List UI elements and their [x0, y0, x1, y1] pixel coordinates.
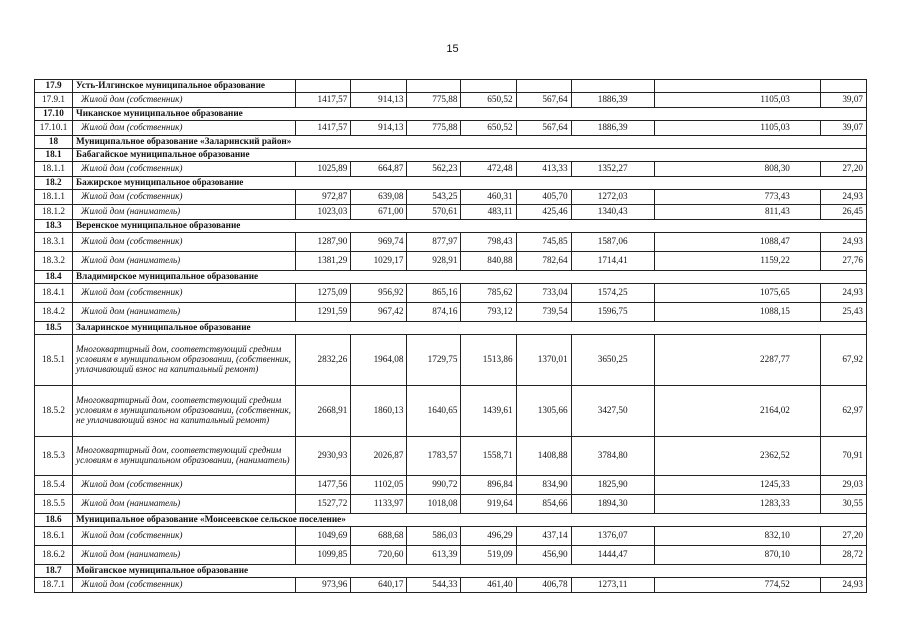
empty-cell — [407, 271, 461, 284]
value-cell-2: 640,17 — [351, 578, 407, 593]
empty-cell — [351, 136, 407, 149]
value-cell-7: 1105,03 — [654, 121, 820, 136]
value-cell-3: 544,33 — [407, 578, 461, 593]
value-cell-7: 808,30 — [654, 162, 820, 177]
row-number: 18.3.2 — [35, 252, 73, 271]
empty-cell — [461, 514, 516, 527]
section-row — [35, 177, 867, 190]
value-cell-2: 671,00 — [351, 205, 407, 220]
value-cell-3: 928,91 — [407, 252, 461, 271]
empty-cell — [296, 271, 351, 284]
table-row — [35, 495, 867, 514]
row-description: Жилой дом (собственник) — [73, 284, 296, 303]
value-cell-7: 1245,33 — [654, 476, 820, 495]
value-cell-6: 1574,25 — [571, 284, 654, 303]
value-cell-1: 1527,72 — [296, 495, 351, 514]
row-description: Жилой дом (собственник) — [73, 190, 296, 205]
empty-cell — [407, 149, 461, 162]
value-cell-2: 664,87 — [351, 162, 407, 177]
value-cell-8: 70,91 — [820, 437, 866, 476]
value-cell-7: 2164,02 — [654, 386, 820, 437]
empty-cell — [571, 514, 654, 527]
section-number: 18.5 — [35, 322, 73, 335]
empty-cell — [820, 177, 866, 190]
table-row — [35, 162, 867, 177]
empty-cell — [351, 80, 407, 93]
empty-cell — [407, 565, 461, 578]
row-number: 18.5.4 — [35, 476, 73, 495]
value-cell-2: 1964,08 — [351, 335, 407, 386]
row-number: 18.1.1 — [35, 162, 73, 177]
row-number: 18.1.2 — [35, 205, 73, 220]
value-cell-6: 1587,06 — [571, 233, 654, 252]
empty-cell — [571, 136, 654, 149]
section-row — [35, 271, 867, 284]
value-cell-1: 2668,91 — [296, 386, 351, 437]
empty-cell — [351, 220, 407, 233]
empty-cell — [351, 322, 407, 335]
empty-cell — [296, 220, 351, 233]
value-cell-5: 456,90 — [516, 546, 571, 565]
value-cell-6: 1272,03 — [571, 190, 654, 205]
value-cell-8: 62,97 — [820, 386, 866, 437]
empty-cell — [820, 514, 866, 527]
value-cell-4: 483,11 — [461, 205, 516, 220]
empty-cell — [461, 108, 516, 121]
empty-cell — [516, 136, 571, 149]
value-cell-4: 519,09 — [461, 546, 516, 565]
empty-cell — [516, 80, 571, 93]
page-number: 15 — [446, 43, 459, 55]
value-cell-3: 775,88 — [407, 93, 461, 108]
section-title: Владимирское муниципальное образование — [73, 271, 296, 284]
empty-cell — [654, 80, 820, 93]
empty-cell — [820, 149, 866, 162]
empty-cell — [654, 177, 820, 190]
value-cell-5: 1370,01 — [516, 335, 571, 386]
empty-cell — [571, 565, 654, 578]
row-number: 17.10.1 — [35, 121, 73, 136]
value-cell-1: 972,87 — [296, 190, 351, 205]
empty-cell — [351, 565, 407, 578]
value-cell-3: 562,23 — [407, 162, 461, 177]
value-cell-5: 567,64 — [516, 121, 571, 136]
empty-cell — [516, 565, 571, 578]
section-row — [35, 220, 867, 233]
value-cell-8: 30,55 — [820, 495, 866, 514]
value-cell-6: 1825,90 — [571, 476, 654, 495]
row-description: Жилой дом (собственник) — [73, 162, 296, 177]
row-description: Многоквартирный дом, соответствующий средним условиям в муниципальном образовании, (наниматель) — [73, 437, 296, 476]
value-cell-5: 406,78 — [516, 578, 571, 593]
value-cell-5: 854,66 — [516, 495, 571, 514]
section-row — [35, 80, 867, 93]
row-description: Жилой дом (собственник) — [73, 121, 296, 136]
row-number: 18.5.5 — [35, 495, 73, 514]
value-cell-8: 24,93 — [820, 233, 866, 252]
table-row — [35, 303, 867, 322]
empty-cell — [654, 322, 820, 335]
value-cell-3: 1640,65 — [407, 386, 461, 437]
value-cell-3: 613,39 — [407, 546, 461, 565]
empty-cell — [516, 177, 571, 190]
section-row — [35, 108, 867, 121]
empty-cell — [820, 271, 866, 284]
value-cell-4: 919,64 — [461, 495, 516, 514]
row-description: Жилой дом (собственник) — [73, 233, 296, 252]
value-cell-8: 67,92 — [820, 335, 866, 386]
table-row — [35, 93, 867, 108]
section-title: Бажирское муниципальное образование — [73, 177, 296, 190]
value-cell-2: 914,13 — [351, 121, 407, 136]
value-cell-5: 782,64 — [516, 252, 571, 271]
section-title: Веренское муниципальное образование — [73, 220, 296, 233]
empty-cell — [351, 514, 407, 527]
empty-cell — [461, 322, 516, 335]
empty-cell — [654, 108, 820, 121]
empty-cell — [820, 565, 866, 578]
value-cell-4: 496,29 — [461, 527, 516, 546]
empty-cell — [516, 108, 571, 121]
value-cell-2: 1029,17 — [351, 252, 407, 271]
value-cell-8: 24,93 — [820, 578, 866, 593]
section-number: 18.6 — [35, 514, 73, 527]
value-cell-2: 639,08 — [351, 190, 407, 205]
section-row — [35, 322, 867, 335]
row-description: Жилой дом (собственник) — [73, 578, 296, 593]
value-cell-2: 956,92 — [351, 284, 407, 303]
section-title: Мойганское муниципальное образование — [73, 565, 296, 578]
value-cell-3: 543,25 — [407, 190, 461, 205]
section-row — [35, 514, 867, 527]
empty-cell — [407, 80, 461, 93]
empty-cell — [407, 177, 461, 190]
row-number: 18.1.1 — [35, 190, 73, 205]
row-description: Жилой дом (наниматель) — [73, 252, 296, 271]
section-number: 18.3 — [35, 220, 73, 233]
empty-cell — [571, 149, 654, 162]
row-description: Жилой дом (наниматель) — [73, 546, 296, 565]
empty-cell — [296, 136, 351, 149]
row-number: 18.5.2 — [35, 386, 73, 437]
value-cell-2: 967,42 — [351, 303, 407, 322]
value-cell-8: 26,45 — [820, 205, 866, 220]
value-cell-1: 1417,57 — [296, 93, 351, 108]
value-cell-8: 24,93 — [820, 284, 866, 303]
row-description: Жилой дом (наниматель) — [73, 495, 296, 514]
value-cell-2: 1133,97 — [351, 495, 407, 514]
empty-cell — [461, 80, 516, 93]
value-cell-3: 1729,75 — [407, 335, 461, 386]
section-row — [35, 136, 867, 149]
value-cell-7: 832,10 — [654, 527, 820, 546]
row-number: 18.5.1 — [35, 335, 73, 386]
table-row — [35, 190, 867, 205]
value-cell-4: 798,43 — [461, 233, 516, 252]
value-cell-8: 28,72 — [820, 546, 866, 565]
value-cell-2: 1102,05 — [351, 476, 407, 495]
table-row — [35, 284, 867, 303]
section-number: 18.7 — [35, 565, 73, 578]
empty-cell — [351, 149, 407, 162]
empty-cell — [820, 80, 866, 93]
empty-cell — [820, 108, 866, 121]
row-description: Жилой дом (собственник) — [73, 476, 296, 495]
value-cell-3: 1018,08 — [407, 495, 461, 514]
value-cell-6: 1894,30 — [571, 495, 654, 514]
row-number: 18.5.3 — [35, 437, 73, 476]
value-cell-6: 1886,39 — [571, 121, 654, 136]
value-cell-1: 1099,85 — [296, 546, 351, 565]
value-cell-1: 1417,57 — [296, 121, 351, 136]
section-number: 17.10 — [35, 108, 73, 121]
value-cell-1: 1291,59 — [296, 303, 351, 322]
value-cell-6: 1714,41 — [571, 252, 654, 271]
value-cell-5: 425,46 — [516, 205, 571, 220]
value-cell-4: 793,12 — [461, 303, 516, 322]
table-row — [35, 335, 867, 386]
empty-cell — [296, 149, 351, 162]
empty-cell — [516, 322, 571, 335]
value-cell-7: 1283,33 — [654, 495, 820, 514]
section-title: Бабагайское муниципальное образование — [73, 149, 296, 162]
value-cell-4: 1513,86 — [461, 335, 516, 386]
value-cell-2: 720,60 — [351, 546, 407, 565]
empty-cell — [654, 271, 820, 284]
empty-cell — [820, 322, 866, 335]
value-cell-3: 865,16 — [407, 284, 461, 303]
value-cell-6: 1376,07 — [571, 527, 654, 546]
value-cell-1: 1023,03 — [296, 205, 351, 220]
empty-cell — [296, 80, 351, 93]
value-cell-7: 811,43 — [654, 205, 820, 220]
value-cell-7: 1159,22 — [654, 252, 820, 271]
empty-cell — [571, 322, 654, 335]
value-cell-2: 914,13 — [351, 93, 407, 108]
value-cell-4: 650,52 — [461, 93, 516, 108]
empty-cell — [351, 108, 407, 121]
value-cell-4: 1439,61 — [461, 386, 516, 437]
value-cell-3: 877,97 — [407, 233, 461, 252]
value-cell-1: 1381,29 — [296, 252, 351, 271]
value-cell-5: 739,54 — [516, 303, 571, 322]
value-cell-7: 1105,03 — [654, 93, 820, 108]
empty-cell — [407, 514, 461, 527]
row-number: 18.6.2 — [35, 546, 73, 565]
tariff-table — [34, 79, 867, 593]
empty-cell — [407, 220, 461, 233]
empty-cell — [461, 220, 516, 233]
table-row — [35, 527, 867, 546]
value-cell-7: 2362,52 — [654, 437, 820, 476]
empty-cell — [351, 177, 407, 190]
empty-cell — [407, 108, 461, 121]
empty-cell — [654, 220, 820, 233]
empty-cell — [296, 322, 351, 335]
value-cell-4: 472,48 — [461, 162, 516, 177]
value-cell-6: 3784,80 — [571, 437, 654, 476]
empty-cell — [571, 271, 654, 284]
section-number: 17.9 — [35, 80, 73, 93]
section-number: 18.1 — [35, 149, 73, 162]
value-cell-1: 1025,89 — [296, 162, 351, 177]
value-cell-1: 2832,26 — [296, 335, 351, 386]
value-cell-8: 29,03 — [820, 476, 866, 495]
section-title: Заларинское муниципальное образование — [73, 322, 296, 335]
value-cell-8: 27,20 — [820, 527, 866, 546]
value-cell-1: 1049,69 — [296, 527, 351, 546]
empty-cell — [461, 271, 516, 284]
value-cell-6: 3427,50 — [571, 386, 654, 437]
table-row — [35, 205, 867, 220]
value-cell-5: 413,33 — [516, 162, 571, 177]
empty-cell — [296, 177, 351, 190]
value-cell-4: 785,62 — [461, 284, 516, 303]
value-cell-6: 1352,27 — [571, 162, 654, 177]
value-cell-7: 774,52 — [654, 578, 820, 593]
value-cell-1: 1275,09 — [296, 284, 351, 303]
value-cell-5: 405,70 — [516, 190, 571, 205]
empty-cell — [461, 149, 516, 162]
value-cell-7: 1088,47 — [654, 233, 820, 252]
empty-cell — [516, 220, 571, 233]
value-cell-6: 1886,39 — [571, 93, 654, 108]
value-cell-4: 461,40 — [461, 578, 516, 593]
row-description: Многоквартирный дом, соответствующий средним условиям в муниципальном образовании, (собственник, уплачивающий взнос на капитальный ремонт) — [73, 335, 296, 386]
value-cell-2: 969,74 — [351, 233, 407, 252]
section-row — [35, 565, 867, 578]
empty-cell — [516, 514, 571, 527]
empty-cell — [407, 136, 461, 149]
empty-cell — [654, 565, 820, 578]
value-cell-4: 1558,71 — [461, 437, 516, 476]
section-title: Усть-Илгинское муниципальное образование — [73, 80, 296, 93]
value-cell-5: 745,85 — [516, 233, 571, 252]
empty-cell — [654, 149, 820, 162]
value-cell-1: 973,96 — [296, 578, 351, 593]
empty-cell — [820, 136, 866, 149]
empty-cell — [461, 565, 516, 578]
table-row — [35, 476, 867, 495]
value-cell-3: 874,16 — [407, 303, 461, 322]
empty-cell — [516, 271, 571, 284]
row-number: 18.4.1 — [35, 284, 73, 303]
table-row — [35, 252, 867, 271]
value-cell-8: 27,76 — [820, 252, 866, 271]
empty-cell — [571, 177, 654, 190]
table-row — [35, 437, 867, 476]
empty-cell — [296, 565, 351, 578]
value-cell-7: 1088,15 — [654, 303, 820, 322]
empty-cell — [461, 136, 516, 149]
row-description: Жилой дом (собственник) — [73, 93, 296, 108]
table-row — [35, 233, 867, 252]
value-cell-5: 437,14 — [516, 527, 571, 546]
value-cell-8: 25,43 — [820, 303, 866, 322]
empty-cell — [654, 136, 820, 149]
value-cell-8: 39,07 — [820, 121, 866, 136]
value-cell-6: 1273,11 — [571, 578, 654, 593]
value-cell-6: 1340,43 — [571, 205, 654, 220]
value-cell-4: 650,52 — [461, 121, 516, 136]
table-row — [35, 546, 867, 565]
value-cell-4: 840,88 — [461, 252, 516, 271]
row-number: 18.7.1 — [35, 578, 73, 593]
value-cell-2: 688,68 — [351, 527, 407, 546]
row-number: 18.6.1 — [35, 527, 73, 546]
value-cell-7: 773,43 — [654, 190, 820, 205]
value-cell-1: 1477,56 — [296, 476, 351, 495]
value-cell-7: 870,10 — [654, 546, 820, 565]
value-cell-7: 2287,77 — [654, 335, 820, 386]
empty-cell — [516, 149, 571, 162]
value-cell-4: 896,84 — [461, 476, 516, 495]
value-cell-2: 1860,13 — [351, 386, 407, 437]
section-title: Муниципальное образование «Заларинский район» — [73, 136, 296, 149]
section-number: 18 — [35, 136, 73, 149]
empty-cell — [654, 514, 820, 527]
empty-cell — [296, 108, 351, 121]
value-cell-6: 3650,25 — [571, 335, 654, 386]
empty-cell — [407, 322, 461, 335]
row-description: Многоквартирный дом, соответствующий средним условиям в муниципальном образовании, (собственник, не уплачивающий взнос на капитальный ремонт) — [73, 386, 296, 437]
value-cell-6: 1596,75 — [571, 303, 654, 322]
value-cell-5: 834,90 — [516, 476, 571, 495]
value-cell-5: 733,04 — [516, 284, 571, 303]
value-cell-3: 1783,57 — [407, 437, 461, 476]
row-number: 18.3.1 — [35, 233, 73, 252]
table-row — [35, 578, 867, 593]
row-number: 17.9.1 — [35, 93, 73, 108]
table-row — [35, 386, 867, 437]
value-cell-1: 2930,93 — [296, 437, 351, 476]
value-cell-5: 1408,88 — [516, 437, 571, 476]
section-row — [35, 149, 867, 162]
value-cell-1: 1287,90 — [296, 233, 351, 252]
row-description: Жилой дом (наниматель) — [73, 303, 296, 322]
empty-cell — [571, 220, 654, 233]
section-number: 18.2 — [35, 177, 73, 190]
value-cell-5: 1305,66 — [516, 386, 571, 437]
section-title: Чиканское муниципальное образование — [73, 108, 296, 121]
row-description: Жилой дом (собственник) — [73, 527, 296, 546]
value-cell-2: 2026,87 — [351, 437, 407, 476]
value-cell-3: 570,61 — [407, 205, 461, 220]
value-cell-3: 775,88 — [407, 121, 461, 136]
value-cell-8: 39,07 — [820, 93, 866, 108]
value-cell-6: 1444,47 — [571, 546, 654, 565]
row-description: Жилой дом (наниматель) — [73, 205, 296, 220]
value-cell-7: 1075,65 — [654, 284, 820, 303]
value-cell-8: 27,20 — [820, 162, 866, 177]
table-body — [35, 80, 867, 593]
value-cell-8: 24,93 — [820, 190, 866, 205]
row-number: 18.4.2 — [35, 303, 73, 322]
value-cell-3: 990,72 — [407, 476, 461, 495]
section-number: 18.4 — [35, 271, 73, 284]
value-cell-5: 567,64 — [516, 93, 571, 108]
empty-cell — [461, 177, 516, 190]
value-cell-3: 586,03 — [407, 527, 461, 546]
empty-cell — [351, 271, 407, 284]
section-title: Муниципальное образование «Моисеевское сельское поселение» — [73, 514, 296, 527]
empty-cell — [571, 108, 654, 121]
empty-cell — [571, 80, 654, 93]
table-row — [35, 121, 867, 136]
value-cell-4: 460,31 — [461, 190, 516, 205]
empty-cell — [820, 220, 866, 233]
